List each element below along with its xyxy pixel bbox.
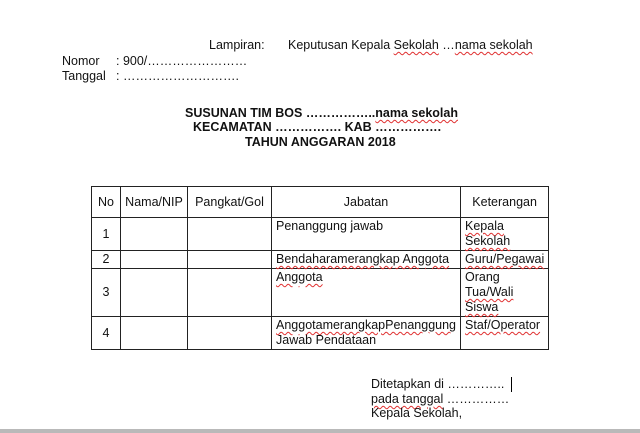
keterangan-line: Sekolah [465,234,511,248]
header-nama-nip: Nama/NIP [121,187,188,218]
row-keterangan [461,218,549,251]
row-jabatan: Penanggung jawab [272,218,461,251]
nomor-label: Nomor [62,54,100,68]
jabatan-text: Anggota [276,270,323,284]
tim-bos-table [91,186,549,350]
title-line1-nama: nama sekolah [375,106,458,120]
pada-tanggal-text [371,392,509,406]
page-bottom-edge [0,429,640,433]
row-jabatan [272,269,461,317]
keterangan-line: Staf/Operator [465,318,541,332]
keterangan-line: Orang [465,270,500,284]
table-header-row [92,187,549,218]
tanggal-value: : ………………………. [116,69,239,83]
row-no: 1 [92,218,121,251]
pada-tanggal-dots: …………… [443,392,510,406]
jabatan-line: AnggotamerangkapPenanggung [276,318,457,332]
row-nama-nip [121,317,188,350]
table-row [92,269,549,317]
lampiran-value [288,38,533,52]
lampiran-value-dots: … [438,38,455,52]
lampiran-value-nama: nama sekolah [454,38,533,52]
table-row [92,218,549,251]
title-line2: KECAMATAN ……………. KAB ……………. [193,120,442,134]
lampiran-label: Lampiran: [209,38,265,52]
table-row [92,251,549,269]
header-pangkat-gol: Pangkat/Gol [188,187,272,218]
kepala-sekolah-text: Kepala Sekolah, [371,406,463,420]
row-pangkat-gol [188,251,272,269]
pada-tanggal-word: pada tanggal [371,392,444,406]
keterangan-line: Tua/Wali [465,285,514,299]
jabatan-line: Jawab Pendataan [276,333,377,347]
table-row [92,317,549,350]
header-no: No [92,187,121,218]
row-nama-nip [121,251,188,269]
row-pangkat-gol [188,269,272,317]
row-nama-nip [121,218,188,251]
nomor-value: : 900/…………………… [116,54,248,68]
row-keterangan [461,269,549,317]
keterangan-line: Kepala [465,219,504,233]
lampiran-value-sekolah: Sekolah [393,38,439,52]
text-cursor [511,377,512,392]
row-nama-nip [121,269,188,317]
row-keterangan [461,251,549,269]
row-no: 2 [92,251,121,269]
keterangan-line: Siswa [465,300,499,314]
title-line1 [185,106,458,120]
tanggal-label: Tanggal [62,69,106,83]
title-line1-prefix: SUSUNAN TIM BOS …………….. [185,106,376,120]
row-pangkat-gol [188,317,272,350]
header-keterangan: Keterangan [461,187,549,218]
row-no: 4 [92,317,121,350]
row-no: 3 [92,269,121,317]
row-pangkat-gol [188,218,272,251]
lampiran-value-prefix: Keputusan Kepala [288,38,394,52]
row-keterangan [461,317,549,350]
header-jabatan: Jabatan [272,187,461,218]
row-jabatan: Bendaharamerangkap Anggota [272,251,461,269]
row-jabatan [272,317,461,350]
keterangan-line: Guru/Pegawai [465,252,545,266]
ditetapkan-text: Ditetapkan di ………….. [371,377,505,391]
title-line3: TAHUN ANGGARAN 2018 [245,135,396,149]
